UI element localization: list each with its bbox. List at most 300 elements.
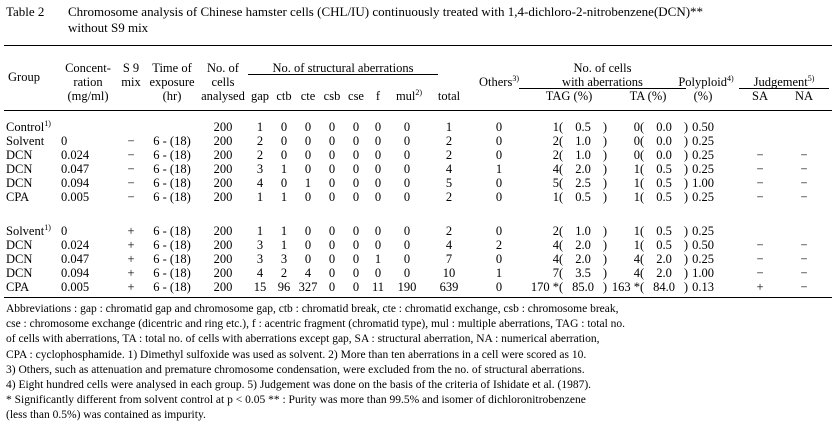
header-tag: TAG (%) <box>545 89 593 103</box>
cell-tag: 170 * <box>530 280 559 294</box>
cell-tap: ( 0.0 ) <box>640 120 688 134</box>
cell-gap: 4 <box>256 176 264 190</box>
header-others-footnote-ref: 3) <box>512 73 519 83</box>
cell-csb: 0 <box>328 224 336 238</box>
cell-poly: 0.25 <box>692 148 714 162</box>
cell-tagp-value: 1.0 <box>575 148 591 162</box>
cell-tap-value: 2.0 <box>656 266 672 280</box>
cell-mul: 0 <box>403 238 411 252</box>
cell-ctb: 0 <box>280 134 288 148</box>
cell-conc: 0.047 <box>61 252 90 266</box>
cell-conc: 0 <box>61 224 68 238</box>
cell-poly: 0.25 <box>692 134 714 148</box>
footnote-line: 4) Eight hundred cells were analysed in each group. 5) Judgement was done on the basis of the criteria of Ishidate et al. (1987). <box>6 379 592 392</box>
header-mul <box>386 89 432 103</box>
cell-tag: 1 <box>552 120 559 134</box>
cell-n: 200 <box>213 162 233 176</box>
cell-total: 7 <box>445 252 453 266</box>
cell-poly: 1.00 <box>692 176 714 190</box>
cell-tagp-value: 1.0 <box>575 134 591 148</box>
cell-cse: 0 <box>352 238 360 252</box>
cell-tap-value: 84.0 <box>653 280 675 294</box>
cell-csb: 0 <box>328 162 336 176</box>
cell-tap: ( 0.5 ) <box>640 190 688 204</box>
header-conc-2: ration <box>73 75 103 89</box>
cell-tap-value: 0.5 <box>656 190 672 204</box>
header-withab-1: No. of cells <box>573 61 632 75</box>
cell-tagp-value: 2.0 <box>575 238 591 252</box>
cell-mul: 0 <box>403 134 411 148</box>
cell-tap: ( 0.0 ) <box>640 148 688 162</box>
cell-cse: 0 <box>352 224 360 238</box>
header-group: Group <box>8 70 40 84</box>
judge-underline <box>739 88 829 89</box>
header-others-label: Others <box>479 75 513 89</box>
cell-sa: − <box>756 190 764 204</box>
cell-ctb: 0 <box>280 120 288 134</box>
cell-tagp-value: 85.0 <box>572 280 594 294</box>
header-time-3: (hr) <box>162 89 182 103</box>
cell-tag: 4 <box>552 162 559 176</box>
header-f: f <box>375 89 381 103</box>
cell-conc: 0.094 <box>61 266 90 280</box>
cell-s9: − <box>127 148 135 162</box>
cell-total: 4 <box>445 162 453 176</box>
cell-others: 2 <box>495 238 503 252</box>
cell-tag: 2 <box>552 148 559 162</box>
caption-line-1: Chromosome analysis of Chinese hamster cells (CHL/IU) continuously treated with 1,4-dichloro-2-nitrobenzene(DCN)** <box>68 4 704 19</box>
cell-total: 1 <box>445 120 453 134</box>
header-polyploid-footnote-ref: 4) <box>726 73 734 83</box>
cell-total: 2 <box>445 134 453 148</box>
cell-tagp: ( 0.5 ) <box>559 120 607 134</box>
cell-csb: 0 <box>328 238 336 252</box>
cell-ta: 1 <box>633 224 640 238</box>
cell-poly: 0.50 <box>692 238 714 252</box>
cell-tagp-value: 0.5 <box>575 120 591 134</box>
cell-mul: 0 <box>403 252 411 266</box>
cell-time: 6 - (18) <box>153 176 191 190</box>
cell-s9: − <box>127 176 135 190</box>
group-label: Solvent <box>6 134 45 148</box>
header-s9-1: S 9 <box>122 61 140 75</box>
header-na: NA <box>794 89 814 103</box>
cell-cte: 327 <box>298 280 318 294</box>
top-rule <box>4 45 832 46</box>
cell-group <box>6 120 51 134</box>
cell-n: 200 <box>213 280 233 294</box>
group-label: CPA <box>6 280 30 294</box>
cell-tag: 5 <box>552 176 559 190</box>
cell-sa: − <box>756 252 764 266</box>
cell-poly: 0.25 <box>692 190 714 204</box>
cell-total: 2 <box>445 148 453 162</box>
cell-tagp-value: 2.0 <box>575 252 591 266</box>
cell-tagp: ( 2.0 ) <box>559 252 607 266</box>
cell-gap: 3 <box>256 238 264 252</box>
footnote-line: * Significantly different from solvent control at p < 0.05 ** : Purity was more than 99.5% and isomer of dichloronitrobenzene <box>6 394 586 407</box>
cell-tagp: ( 1.0 ) <box>559 148 607 162</box>
cell-s9: + <box>127 280 135 294</box>
cell-csb: 0 <box>328 190 336 204</box>
header-conc-1: Concent- <box>65 61 111 75</box>
cell-tap: ( 2.0 ) <box>640 266 688 280</box>
cell-time: 6 - (18) <box>153 134 191 148</box>
cell-n: 200 <box>213 266 233 280</box>
cell-cse: 0 <box>352 266 360 280</box>
group-label: Control <box>6 120 45 134</box>
cell-csb: 0 <box>328 120 336 134</box>
cell-total: 5 <box>445 176 453 190</box>
cell-mul: 0 <box>403 190 411 204</box>
cell-ta: 1 <box>633 238 640 252</box>
header-withab-2: with aberrations <box>562 75 643 89</box>
cell-tap: ( 0.5 ) <box>640 176 688 190</box>
cell-cse: 0 <box>352 120 360 134</box>
cell-tag: 4 <box>552 238 559 252</box>
cell-ctb: 3 <box>280 252 288 266</box>
header-ncells-3: analysed <box>201 89 245 103</box>
cell-f: 0 <box>374 266 382 280</box>
cell-ta: 4 <box>633 252 640 266</box>
footnote-line: CPA : cyclophosphamide. 1) Dimethyl sulfoxide was used as solvent. 2) More than ten aberrations in a cell were scored as 10. <box>6 348 587 361</box>
cell-tap-value: 0.5 <box>656 224 672 238</box>
cell-na: − <box>800 162 808 176</box>
cell-na: − <box>800 190 808 204</box>
cell-ctb: 1 <box>280 190 288 204</box>
group-label: DCN <box>6 176 33 190</box>
cell-tap-value: 0.5 <box>656 162 672 176</box>
cell-f: 0 <box>374 190 382 204</box>
group-footnote-ref: 1) <box>44 222 51 232</box>
footnote-line: of cells with aberrations, TA : total no. of cells with aberrations except gap, SA : structural aberration, NA : numerical aberration, <box>6 333 600 346</box>
group-label: DCN <box>6 266 33 280</box>
header-conc-3: (mg/ml) <box>67 89 109 103</box>
cell-cse: 0 <box>352 162 360 176</box>
cell-s9: + <box>127 238 135 252</box>
cell-cte: 0 <box>304 120 312 134</box>
cell-group <box>6 266 32 280</box>
cell-n: 200 <box>213 238 233 252</box>
cell-ctb: 96 <box>277 280 291 294</box>
header-judgement-label: Judgement <box>753 75 808 89</box>
cell-cse: 0 <box>352 176 360 190</box>
header-structural: No. of structural aberrations <box>272 61 414 75</box>
cell-n: 200 <box>213 190 233 204</box>
header-time-1: Time of <box>152 61 192 75</box>
header-poly-pct: (%) <box>693 89 713 103</box>
cell-gap: 3 <box>256 252 264 266</box>
cell-mul: 0 <box>403 162 411 176</box>
cell-tagp-value: 1.0 <box>575 224 591 238</box>
cell-tap: ( 2.0 ) <box>640 252 688 266</box>
cell-ta: 1 <box>633 176 640 190</box>
cell-n: 200 <box>213 224 233 238</box>
cell-others: 0 <box>495 120 503 134</box>
cell-cse: 0 <box>352 148 360 162</box>
footnote-line: (less than 0.5%) was contained as impurity. <box>6 409 206 422</box>
cell-others: 0 <box>495 134 503 148</box>
cell-tag: 7 <box>552 266 559 280</box>
header-total: total <box>437 89 461 103</box>
cell-mul: 190 <box>397 280 417 294</box>
cell-time: 6 - (18) <box>153 266 191 280</box>
cell-gap: 2 <box>256 148 264 162</box>
header-mul-footnote-ref: 2) <box>415 87 423 97</box>
cell-na: − <box>800 252 808 266</box>
cell-n: 200 <box>213 120 233 134</box>
cell-time: 6 - (18) <box>153 148 191 162</box>
cell-ta: 0 <box>633 120 640 134</box>
struct-underline <box>248 74 438 75</box>
caption-line-2: without S9 mix <box>68 20 149 35</box>
cell-tagp: ( 0.5 ) <box>559 190 607 204</box>
header-polyploid <box>676 75 736 89</box>
cell-others: 0 <box>495 148 503 162</box>
cell-group <box>6 134 44 148</box>
cell-time: 6 - (18) <box>153 252 191 266</box>
cell-sa: + <box>756 280 764 294</box>
cell-ctb: 2 <box>280 266 288 280</box>
cell-cte: 1 <box>304 176 312 190</box>
cell-others: 0 <box>495 190 503 204</box>
cell-cse: 0 <box>352 252 360 266</box>
cell-tagp: ( 3.5 ) <box>559 266 607 280</box>
cell-poly: 0.25 <box>692 252 714 266</box>
cell-ctb: 0 <box>280 148 288 162</box>
cell-others: 1 <box>495 266 503 280</box>
cell-s9: − <box>127 134 135 148</box>
cell-na: − <box>800 176 808 190</box>
cell-group <box>6 238 32 252</box>
bottom-rule <box>4 297 832 298</box>
cell-tap-value: 2.0 <box>656 252 672 266</box>
cell-n: 200 <box>213 148 233 162</box>
cell-f: 11 <box>371 280 385 294</box>
cell-sa: − <box>756 238 764 252</box>
cell-group <box>6 190 29 204</box>
cell-cte: 0 <box>304 162 312 176</box>
cell-cte: 4 <box>304 266 312 280</box>
cell-ta: 4 <box>633 266 640 280</box>
footnote-line: cse : chromosome exchange (dicentric and ring etc.), f : acentric fragment (chromatid type), mul : multiple aberrations, TAG : total no. <box>6 318 626 331</box>
group-label: Solvent <box>6 224 45 238</box>
group-label: DCN <box>6 148 33 162</box>
cell-others: 0 <box>495 252 503 266</box>
cell-tag: 4 <box>552 252 559 266</box>
cell-sa: − <box>756 266 764 280</box>
cell-cte: 0 <box>304 224 312 238</box>
cell-total: 10 <box>442 266 456 280</box>
cell-s9: + <box>127 224 135 238</box>
cell-s9: + <box>127 252 135 266</box>
footnote-line: Abbreviations : gap : chromatid gap and chromosome gap, ctb : chromatid break, cte : chromatid exchange, csb : chromosome break, <box>6 303 619 315</box>
cell-s9: + <box>127 266 135 280</box>
cell-tap: ( 0.0 ) <box>640 134 688 148</box>
cell-mul: 0 <box>403 120 411 134</box>
header-rule <box>4 110 832 111</box>
cell-time: 6 - (18) <box>153 162 191 176</box>
cell-f: 1 <box>374 252 382 266</box>
cell-tagp: ( 1.0 ) <box>559 224 607 238</box>
cell-tagp: ( 2.0 ) <box>559 238 607 252</box>
cell-time: 6 - (18) <box>153 224 191 238</box>
cell-ctb: 1 <box>280 224 288 238</box>
cell-others: 0 <box>495 280 503 294</box>
cell-csb: 0 <box>328 148 336 162</box>
group-label: CPA <box>6 190 30 204</box>
cell-group <box>6 252 32 266</box>
cell-s9: − <box>127 190 135 204</box>
cell-n: 200 <box>213 176 233 190</box>
cell-time: 6 - (18) <box>153 238 191 252</box>
table-caption <box>6 4 826 36</box>
cell-f: 0 <box>374 148 382 162</box>
cell-conc: 0.005 <box>61 190 90 204</box>
cell-tap: ( 0.5 ) <box>640 162 688 176</box>
cell-f: 0 <box>374 120 382 134</box>
cell-n: 200 <box>213 252 233 266</box>
cell-sa: − <box>756 162 764 176</box>
cell-cse: 0 <box>352 190 360 204</box>
cell-f: 0 <box>374 238 382 252</box>
cell-conc: 0.024 <box>61 148 90 162</box>
cell-gap: 3 <box>256 162 264 176</box>
header-ctb: ctb <box>276 89 292 103</box>
cell-gap: 1 <box>256 120 264 134</box>
cell-sa: − <box>756 176 764 190</box>
cell-n: 200 <box>213 134 233 148</box>
cell-tap-value: 0.0 <box>656 120 672 134</box>
cell-na: − <box>800 280 808 294</box>
footnotes <box>6 302 830 424</box>
cell-tap: ( 84.0 ) <box>640 280 688 294</box>
footnote-line: 3) Others, such as attenuation and premature chromosome condensation, were excluded from the no. of structural aberrations. <box>6 363 585 376</box>
cell-gap: 2 <box>256 134 264 148</box>
header-ncells-2: cells <box>211 75 235 89</box>
cell-tagp-value: 0.5 <box>575 190 591 204</box>
cell-tap-value: 0.5 <box>656 176 672 190</box>
cell-sa: − <box>756 148 764 162</box>
cell-ta: 1 <box>633 190 640 204</box>
cell-csb: 0 <box>328 176 336 190</box>
cell-time: 6 - (18) <box>153 280 191 294</box>
cell-csb: 0 <box>328 134 336 148</box>
cell-tag: 1 <box>552 190 559 204</box>
header-gap: gap <box>250 89 270 103</box>
cell-tagp-value: 3.5 <box>575 266 591 280</box>
cell-tagp: ( 2.0 ) <box>559 162 607 176</box>
cell-tap: ( 0.5 ) <box>640 224 688 238</box>
cell-gap: 4 <box>256 266 264 280</box>
cell-ctb: 1 <box>280 162 288 176</box>
cell-time: 6 - (18) <box>153 190 191 204</box>
cell-cte: 0 <box>304 238 312 252</box>
cell-mul: 0 <box>403 224 411 238</box>
cell-s9: − <box>127 162 135 176</box>
cell-group <box>6 280 29 294</box>
cell-total: 2 <box>445 190 453 204</box>
cell-group <box>6 148 32 162</box>
cell-conc: 0.005 <box>61 280 90 294</box>
header-polyploid-label: Polyploid <box>678 75 727 89</box>
cell-f: 0 <box>374 162 382 176</box>
cell-cte: 0 <box>304 148 312 162</box>
cell-group <box>6 176 32 190</box>
cell-csb: 0 <box>328 252 336 266</box>
cell-tap-value: 0.5 <box>656 238 672 252</box>
cell-ctb: 0 <box>280 176 288 190</box>
cell-cte: 0 <box>304 190 312 204</box>
header-cse: cse <box>348 89 364 103</box>
cell-conc: 0 <box>61 134 68 148</box>
cell-mul: 0 <box>403 266 411 280</box>
cell-gap: 15 <box>253 280 267 294</box>
cell-mul: 0 <box>403 148 411 162</box>
table-number: Table 2 <box>6 4 45 19</box>
cell-cse: 0 <box>352 134 360 148</box>
cell-ta: 163 * <box>611 280 640 294</box>
cell-tag: 2 <box>552 224 559 238</box>
withab-underline <box>519 88 686 89</box>
header-cte: cte <box>300 89 316 103</box>
header-s9-2: mix <box>121 75 141 89</box>
group-label: DCN <box>6 252 33 266</box>
cell-poly: 0.50 <box>692 120 714 134</box>
cell-f: 0 <box>374 224 382 238</box>
cell-cte: 0 <box>304 252 312 266</box>
cell-csb: 0 <box>328 280 336 294</box>
cell-tagp: ( 1.0 ) <box>559 134 607 148</box>
header-judgement <box>738 75 830 89</box>
cell-tap-value: 0.0 <box>656 148 672 162</box>
header-ta: TA (%) <box>629 89 667 103</box>
cell-ta: 1 <box>633 162 640 176</box>
cell-f: 0 <box>374 176 382 190</box>
cell-mul: 0 <box>403 176 411 190</box>
group-footnote-ref: 1) <box>44 118 51 128</box>
cell-poly: 0.13 <box>692 280 714 294</box>
cell-ctb: 1 <box>280 238 288 252</box>
cell-group <box>6 162 32 176</box>
cell-tap-value: 0.0 <box>656 134 672 148</box>
cell-tag: 2 <box>552 134 559 148</box>
header-csb: csb <box>323 89 341 103</box>
cell-others: 1 <box>495 162 503 176</box>
cell-total: 2 <box>445 224 453 238</box>
cell-na: − <box>800 266 808 280</box>
cell-conc: 0.024 <box>61 238 90 252</box>
cell-gap: 1 <box>256 224 264 238</box>
cell-total: 4 <box>445 238 453 252</box>
header-judgement-footnote-ref: 5) <box>807 73 815 83</box>
cell-na: − <box>800 238 808 252</box>
cell-gap: 1 <box>256 190 264 204</box>
header-sa: SA <box>752 89 768 103</box>
header-ncells-1: No. of <box>207 61 239 75</box>
cell-poly: 1.00 <box>692 266 714 280</box>
group-label: DCN <box>6 238 33 252</box>
cell-others: 0 <box>495 224 503 238</box>
cell-conc: 0.047 <box>61 162 90 176</box>
cell-tagp-value: 2.0 <box>575 162 591 176</box>
cell-tagp: ( 85.0 ) <box>559 280 607 294</box>
header-mul-label: mul <box>395 89 416 103</box>
cell-total: 639 <box>439 280 459 294</box>
header-others <box>475 75 523 89</box>
cell-poly: 0.25 <box>692 162 714 176</box>
cell-tagp-value: 2.5 <box>575 176 591 190</box>
